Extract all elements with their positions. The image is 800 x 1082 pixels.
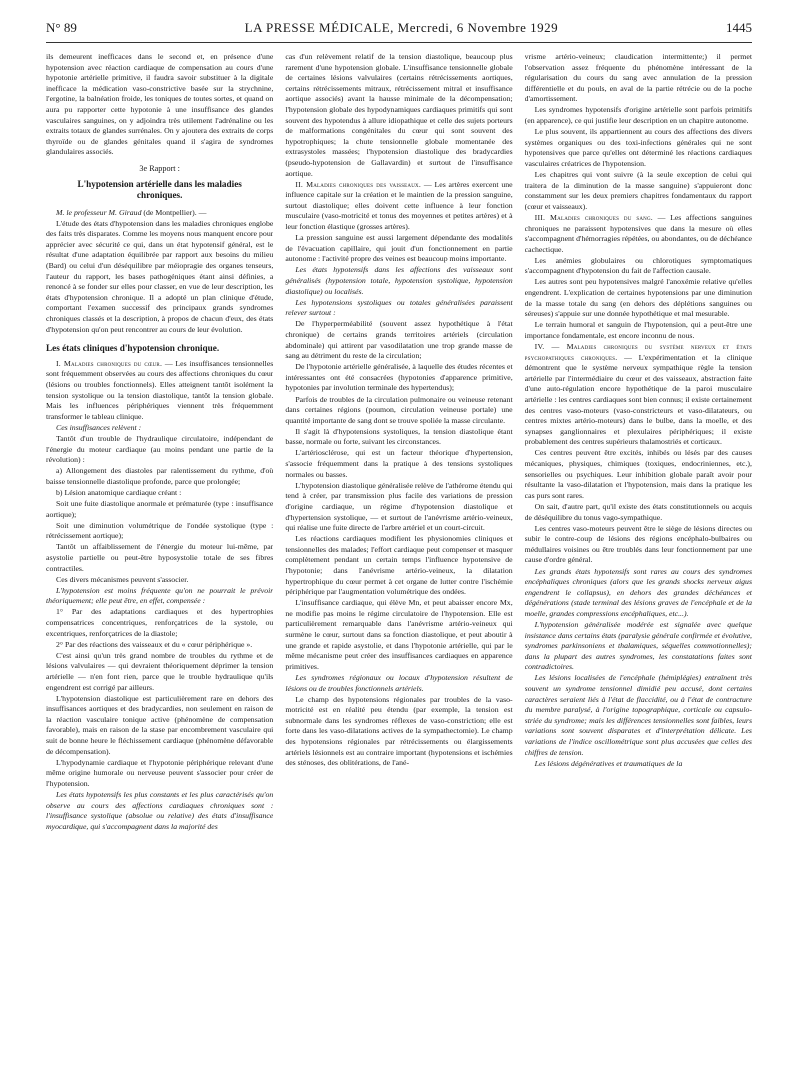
section-text: — L'expérimentation et la clinique démontrent que le système nerveux sympathique règle la tension artérielle par l'intermédiaire du cœur et des vaisseaux, abstraction faite d'une auto-régulation encore hypothétique de la paroi musculaire artérielle : les centres cardiaques sont bien connus; il existe certainement des centres vaso-moteurs (vaso-constricteurs et vaso-dilatateurs, ou centres mixtes artério-moteurs) dans le bulbe, dans la moelle, et des synapses ganglionnaires et plexulaires périphériques; il existe probablement des centres supérieurs thalamostriés et corticaux. bbox=[524, 352, 752, 447]
section-heading-inline: I. Maladies chroniques du cœur. bbox=[56, 358, 163, 368]
report-label: 3e Rapport : bbox=[139, 163, 180, 173]
paragraph: Ces divers mécanismes peuvent s'associer. bbox=[56, 574, 189, 584]
list-item: a) Allongement des diastoles par ralentissement du rythme, d'où baisse tensionnelle diastolique profonde, parce que prolongée; bbox=[46, 466, 274, 486]
column-middle bbox=[285, 52, 512, 1064]
italic-text: Ces insuffisances relèvent : bbox=[56, 422, 142, 432]
paragraph: L'étude des états d'hypotension dans les maladies chroniques englobe des faits très disparates. Comme les moyens nous manquent encore pour apprécier avec sécurité ce qui, dans un état hypotensif général, est le résultat d'une adaptation équilibrée par rapport aux besoins du milieu (Bard) ou celui d'un déséquilibre par méiopragie des organes tenseurs, l'auteur du rapport, les bases pathogéniques étant ainsi définies, a renoncé à se fonder sur elles pour classer, en vue de leur description, les états d'hypotension chronique. Il a adopté un plan clinique d'étude, comportant l'examen successif des principaux grands syndromes chroniques classés et la description, à propos de chacun d'eux, des états d'hypotension qu'on peut rencontrer au cours de leur évolution. bbox=[46, 218, 274, 334]
author-paragraph bbox=[46, 208, 273, 219]
paragraph: L'hypotension diastolique généralisée relève de l'athérome étendu qui tend à créer, par transmission plus facile des variations de pression d'origine cardiaque, un régime d'hypotension diastolique et d'hypertension systolique, — et surtout de l'anévrisme artério-veineux, qui réalise une fuite directe de l'arbre artériel et un court-circuit. bbox=[285, 480, 513, 533]
section-heading-inline: III. Maladies chroniques du sang. bbox=[534, 212, 653, 222]
paragraph: L'insuffisance cardiaque, qui élève Mn, et peut abaisser encore Mx, ne modifie pas moins le régime circulatoire de l'hypotension. Elle est particulièrement remarquable dans l'anévrisme artério-veineux qui surmène le cœur, surtout dans sa fonction diastolique, et peut aboutir à une grande et rapide asystolie, et dans l'hypotonie artérielle, qui par le même mécanisme peut créer des insuffisances cardiaques en apparence primitives. bbox=[285, 598, 513, 671]
italic-line bbox=[525, 620, 752, 673]
paragraph: Il s'agit là d'hypotensions systoliques, la tension diastolique étant basse, normale ou forte, suivant les circonstances. bbox=[285, 426, 513, 447]
paragraph: Le terrain humoral et sanguin de l'hypotension, qui a peut-être une importance fondamentale, est encore inconnu de nous. bbox=[524, 320, 752, 340]
paragraph: Les autres sont peu hypotensives malgré l'anoxémie relative qu'elles engendrent. L'explication de certaines hypotensions par une diminution de la masse totale du sang (en dehors des déplétions sanguines ou séreuses) s'appuie sur une donnée hypothétique et mal mesurable. bbox=[524, 277, 752, 319]
paragraph: De l'hyperperméabilité (souvent assez hypothétique à l'état chronique) de certains grands territoires artériels (circulation abdominale) qui attirent par vasodilatation une trop grande masse de sang au détriment du reste de la circulation; bbox=[285, 319, 513, 361]
paragraph: La pression sanguine est aussi largement dépendante des modalités de l'évacuation capillaire, qui jouit d'un fonctionnement en partie autonome : l'activité propre des veines est beaucoup moins importante. bbox=[285, 233, 513, 264]
paragraph: Ces centres peuvent être excités, inhibés ou lésés par des causes mécaniques, physiques, chimiques (toxiques, endocriniennes, etc.), sensorielles ou psychiques. Leur inhibition globale paraît avoir pour résultante la vaso-dilatation et l'hypotension, mais dans la pratique les cas purs sont rares. bbox=[524, 448, 752, 500]
paragraph: Le plus souvent, ils appartiennent au cours des affections des divers systèmes organiques ou des toxi-infections générales qui ne sont hypotensives que parce qu'elles ont déterminé les réactions cardiaques vasculaires créatrices de l'hypotension. bbox=[524, 127, 752, 168]
paragraph: ils demeurent inefficaces dans le second et, en présence d'une hypotension avec réaction cardiaque de compensation au cours d'une hypotonie artérielle primitive, il faudra savoir substituer à la digitale inefficace la médication vaso-constrictive basée sur la strychnine, l'ergotine, la balnéation froide, les toniques de toutes sortes, et quand on aura pu rapporter cette hypotonie à une insuffisance des glandes vasculaires sanguines, on y adjoindra très utilement l'adrénaline ou les extraits totaux de glandes surrénales. On y ajoutera des extraits de corps thyroïde ou de glandes génitales quand il s'agira de syndromes glandulaires associés. bbox=[46, 52, 274, 157]
column-left bbox=[46, 52, 273, 1064]
author-place: (de Montpellier). — bbox=[141, 207, 207, 217]
paragraph: L'artériosclérose, qui est un facteur théorique d'hypertension, s'associe fréquemment dans la pratique à des tensions systoliques normales ou basses. bbox=[285, 448, 513, 479]
section-heading-inline: II. Maladies chroniques des vaisseaux. bbox=[295, 179, 422, 189]
italic-text: L'hypotension est moins fréquente qu'on ne pourrait le prévoir théoriquement; elle peut être, en effet, compensée : bbox=[46, 585, 274, 606]
paragraph: De l'hypotonie artérielle généralisée, à laquelle des études récentes et intéressantes ont été consacrées (hypotonies d'apparence primitive, hypotonies par involution terminale des hypertendus); bbox=[285, 362, 513, 393]
section-paragraph bbox=[285, 180, 512, 233]
text-columns bbox=[46, 52, 752, 1064]
header-rule bbox=[46, 42, 752, 43]
italic-line bbox=[525, 759, 752, 770]
paragraph: Tantôt un affaiblissement de l'énergie du moteur lui-même, par asystolie partielle ou peut-être hyposystolie totale de ses fibres contractiles. bbox=[46, 542, 274, 573]
paragraph: Le champ des hypotensions régionales par troubles de la vaso-motricité est en réalité peu étendu (par exemple, la tension est subnormale dans les syndromes réflexes de vaso-constriction; elle est forte dans les vaso-dilatations actives de la sympathectomie). Le champ des hypotensions régionales par rétrécissements ou élargissements artériels lésionnels est au contraire important (hypotensions et ischémies des sténoses, des oblitérations, de l'ané- bbox=[285, 694, 513, 768]
paragraph: C'est ainsi qu'un très grand nombre de troubles du rythme et de lésions valvulaires — qui devraient théoriquement déprimer la tension artérielle — n'en font rien, parce que le trouble hydraulique qu'ils engendrent est corrigé par ailleurs. bbox=[46, 650, 274, 692]
page-header bbox=[46, 20, 752, 40]
paragraph: On sait, d'autre part, qu'il existe des états constitutionnels ou acquis de déséquilibre du tonus vago-sympathique. bbox=[524, 501, 752, 522]
section-paragraph bbox=[525, 342, 752, 448]
list-item: 2° Par des réactions des vaisseaux et du « cœur périphérique ». bbox=[56, 639, 253, 649]
paragraph: cas d'un relèvement relatif de la tension diastolique, beaucoup plus rarement d'une hypotension globale. L'insuffisance tensionnelle globale de certaines lésions valvulaires (certains rétrécissements aortiques, certains rétrécissements mitraux, rétrécissement mitral et insuffisance aortique associés) avant la hausse minimale de la décompensation; l'hypotension globale des hypodynamiques cardiaques primitifs qui sont souvent des hypotendus à allure idiopathique et celle des sujets porteurs de malformations congénitales du cœur qui sont souvent des hypotrophiques; la chute tensionnelle globale momentanée des extrasystoles massées; l'hypotension diastolique des bradycardies (pseudo-hypotension de Gallavardin) et surtout de l'insuffisance aortique. bbox=[285, 52, 513, 178]
paragraph: L'hypodynamie cardiaque et l'hypotonie périphérique relevant d'une même origine humorale ou nerveuse peuvent s'associer pour créer de l'hypotension. bbox=[46, 757, 274, 788]
list-item: 1° Par des adaptations cardiaques et des hypertrophies compensatrices concentriques, renforçatrices de la systole, ou excentriques, renforçatrices de la diastole; bbox=[46, 607, 274, 638]
column-right bbox=[525, 52, 752, 1064]
italic-line bbox=[285, 298, 512, 319]
italic-line bbox=[285, 673, 512, 694]
italic-text: Les états hypotensifs les plus constants et les plus caractérisés qu'on observe au cours des affections cardiaques chroniques sont : l'insuffisance systolique (absolue ou relative) des états d'insuffisance myocardique, qui s'accompagnent dans la majorité des bbox=[46, 790, 274, 831]
paragraph: Parfois de troubles de la circulation pulmonaire ou veineuse retenant dans certaines régions (poumon, circulation veineuse portale) une quantité importante de sang dont se trouve spoliée la masse circulante. bbox=[285, 394, 513, 425]
paragraph: L'hypotension diastolique est particulièrement rare en dehors des insuffisances aortiques et des bradycardies, non seulement en raison de la réaction vasculaire tonique active (phénomène de compensation favorable), mais en raison de la stase par encombrement vasculaire qui suit de bonne heure le fléchissement cardiaque (phénomène défavorable de décompensation). bbox=[46, 693, 274, 756]
paragraph: Les anémies globulaires ou chlorotiques symptomatiques s'accompagnent d'hypotension du fait de l'affection causale. bbox=[524, 255, 752, 276]
paragraph: Les réactions cardiaques modifient les physionomies cliniques et tensionnelles des malades; l'effort cardiaque peut compenser et masquer complètement pendant un certain temps l'influence hypotensive de l'hypotonie; dans l'anévrisme artério-veineux, la dilatation hypertrophique du cœur permet à cet organe de lutter contre l'ischémie périphérique par l'augmentation volumétrique des ondées. bbox=[285, 534, 513, 597]
page-number: 1445 bbox=[726, 20, 752, 35]
section-text: — Les insuffisances tensionnelles sont fréquemment observées au cours des affections chroniques du cœur (lésions ou troubles fonctionnels). Elles atteignent tantôt isolément la tension systolique ou la tension diastolique, tantôt la tension globale. Mais les influences périphériques viennent très fréquemment transformer le tableau clinique. bbox=[46, 358, 274, 421]
italic-line bbox=[46, 586, 273, 607]
italic-text: Les lésions localisées de l'encéphale (hémiplégies) entraînent très souvent un syndrome tensionnel dimidié peu accusé, dont certains caractères seraient liés à l'état de flaccidité, ou à l'état de contracture du membre paralysé, à l'origine topographique, corticale ou capsulo-striée du syndrome; mais les différences tensionnelles sont faibles, leurs variations sont souvent disparates et d'interprétation délicate. Les variations de l'indice oscillométrique sont plus accusées que celles des chiffres de tension. bbox=[524, 673, 752, 757]
section-heading-inline: IV. — Maladies chroniques du système nerveux et états psychopathiques chroniques. bbox=[524, 342, 752, 362]
italic-text: Les grands états hypotensifs sont rares au cours des syndromes encéphaliques chroniques (alors que les grands shocks nerveux aigus engendrent le collapsus), en dehors des grandes déchéances et dégénérations (stade terminal des lésions graves de l'encéphale et de la moelle, grandes compressions encéphaliques, etc...). bbox=[524, 566, 752, 618]
italic-text: Les hypotensions systoliques ou totales généralisées paraissent relever surtout : bbox=[285, 297, 513, 318]
paragraph: Soit une fuite diastolique anormale et prématurée (type : insuffisance aortique); bbox=[46, 498, 274, 519]
article-title: L'hypotension artérielle dans les maladies chroniques. bbox=[77, 178, 242, 201]
italic-line bbox=[46, 790, 273, 832]
author-name: M. le professeur M. Giraud bbox=[56, 207, 142, 217]
section-text: — Les artères exercent une influence capitale sur la création et le maintien de la pression sanguine, surtout diastolique; elles doivent cette influence à leur fonction musculaire (vaso-motricité et tonus des moyennes et petites artères) et à leur fonction élastique (grosses artères). bbox=[285, 179, 513, 231]
section-paragraph bbox=[525, 213, 752, 255]
section-paragraph bbox=[46, 359, 273, 423]
paragraph: Les syndromes hypotensifs d'origine artérielle sont parfois primitifs (en apparence), ce qui justifie leur description en un chapitre autonome. bbox=[524, 105, 752, 126]
paragraph: Tantôt d'un trouble de l'hydraulique circulatoire, indépendant de l'énergie du moteur cardiaque (au moins pendant une partie de la révolution) : bbox=[46, 433, 274, 465]
list-item: b) Lésion anatomique cardiaque créant : bbox=[56, 487, 182, 497]
publication-title: LA PRESSE MÉDICALE, Mercredi, 6 Novembre 1929 bbox=[244, 20, 559, 35]
paragraph: Les centres vaso-moteurs peuvent être le siège de lésions directes ou subir le contre-coup de lésions des régions encéphalo-bulbaires ou médullaires voisines ou être troublés dans leur fonctionnement par une cause d'ordre général. bbox=[524, 523, 752, 565]
italic-text: L'hypotension généralisée modérée est signalée avec quelque insistance dans certains états (paralysie générale confirmée et évolutive, syndromes parkinsoniens et thalamiques, séquelles commotionnelles); dans la plupart des autres syndromes, les constatations faites sont contradictoires. bbox=[524, 619, 752, 672]
section-heading: Les états cliniques d'hypotension chronique. bbox=[46, 343, 220, 354]
issue-number: N° 89 bbox=[46, 20, 77, 35]
italic-line bbox=[285, 265, 512, 297]
paragraph: Soit une diminution volumétrique de l'ondée systolique (type : rétrécissement aortique); bbox=[46, 520, 274, 541]
italic-text: Les états hypotensifs dans les affections des vaisseaux sont généralisés (hypotension totale, hypotension systolique, hypotension diastolique) ou localisés. bbox=[285, 265, 513, 296]
italic-line bbox=[525, 673, 752, 758]
italic-line bbox=[525, 567, 752, 620]
italic-line bbox=[46, 423, 273, 434]
italic-text: Les syndromes régionaux ou locaux d'hypotension résultent de lésions ou de troubles fonctionnels artériels. bbox=[285, 672, 513, 693]
section-text: — Les affections sanguines chroniques ne paraissent hypotensives que dans la mesure où elles s'accompagnent d'hémorragies répétées, ou abondantes, ou de déchéance cachectique. bbox=[524, 212, 752, 254]
paragraph: vrisme artério-veineux; claudication intermittente;) il permet l'observation assez fréquente du phénomène intéressant de la régularisation du cours du sang avec annulation de la pression différentielle et du pouls, en aval de la partie rétrécie ou de la poche d'amortissement. bbox=[524, 52, 752, 104]
paragraph: Les chapitres qui vont suivre (à la seule exception de celui qui traitera de la diminution de la masse sanguine) s'appuieront donc constamment sur les deux premiers chapitres fondamentaux du rapport (cœur et vaisseaux). bbox=[524, 170, 752, 211]
italic-text: Les lésions dégénératives et traumatiques de la bbox=[534, 758, 683, 768]
